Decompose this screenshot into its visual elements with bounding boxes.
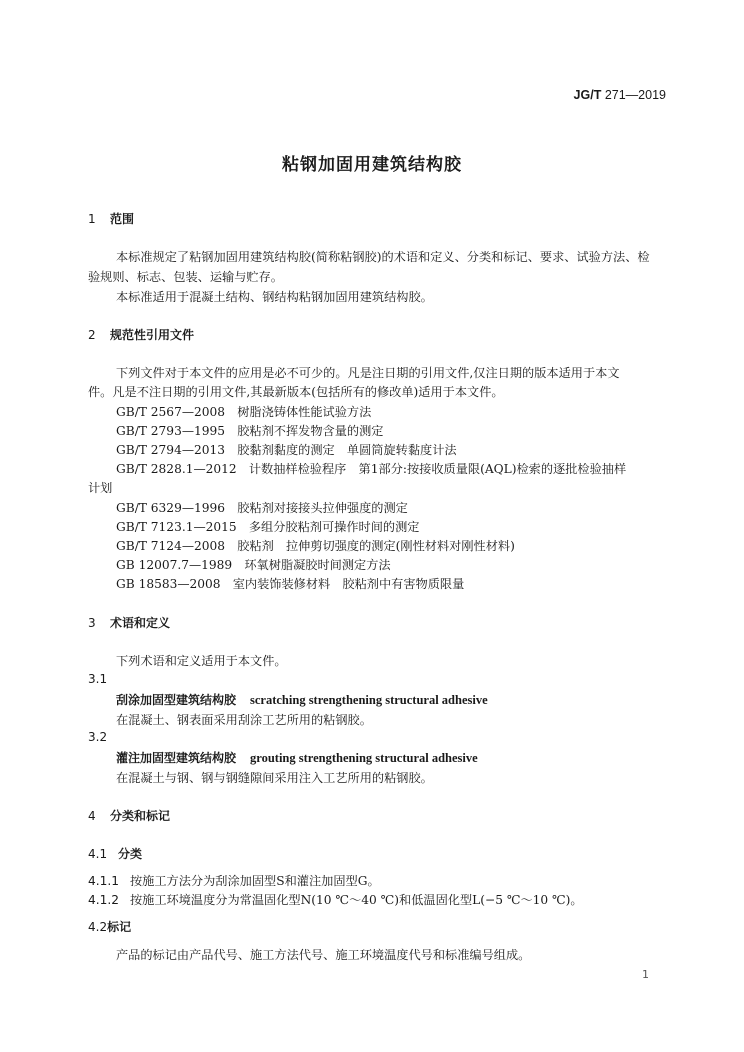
- reference-item: GB/T 2794—2013 胶黏剂黏度的测定 单圆筒旋转黏度计法: [116, 443, 457, 457]
- reference-item: GB 12007.7—1989 环氧树脂凝胶时间测定方法: [116, 558, 391, 572]
- section-3-title: 术语和定义: [110, 616, 171, 630]
- section-4-heading: [88, 807, 170, 824]
- subsection-4-2-number: 4.2: [88, 920, 108, 934]
- sec1-paragraph-1-line-2: 验规则、标志、包装、运输与贮存。: [88, 270, 283, 284]
- subsection-4-1-title: 分类: [118, 847, 143, 861]
- term-heading: [116, 691, 488, 708]
- standard-code-number: 271—2019: [604, 88, 666, 102]
- clause-4-1-1-number: 4.1.1: [88, 874, 120, 888]
- sec3-intro: 下列术语和定义适用于本文件。: [116, 654, 287, 668]
- term-number: 3.2: [88, 730, 108, 744]
- sec1-paragraph-2: 本标准适用于混凝土结构、钢结构粘钢加固用建筑结构胶。: [116, 290, 433, 304]
- section-1-number: 1: [88, 212, 96, 226]
- sec1-paragraph-1-line-1: 本标准规定了粘钢加固用建筑结构胶(简称粘钢胶)的术语和定义、分类和标记、要求、试验方法、检: [116, 250, 650, 264]
- page-number: 1: [642, 968, 649, 981]
- reference-item: GB 18583—2008 室内装饰装修材料 胶粘剂中有害物质限量: [116, 577, 465, 591]
- subsection-4-2-heading: [88, 918, 131, 935]
- reference-item: GB/T 2828.1—2012 计数抽样检验程序 第1部分:按接收质量限(AQL)检索的逐批检验抽样: [116, 462, 627, 476]
- standard-code-prefix: JG/T: [573, 88, 602, 102]
- subsection-4-2-title: 标记: [107, 920, 132, 934]
- section-1-title: 范围: [110, 212, 135, 226]
- reference-item: GB/T 2793—1995 胶粘剂不挥发物含量的测定: [116, 424, 384, 438]
- section-2-title: 规范性引用文件: [110, 328, 195, 342]
- subsection-4-2-paragraph: 产品的标记由产品代号、施工方法代号、施工环境温度代号和标准编号组成。: [116, 948, 531, 962]
- reference-item: GB/T 2567—2008 树脂浇铸体性能试验方法: [116, 405, 372, 419]
- reference-item: GB/T 7124—2008 胶粘剂 拉伸剪切强度的测定(刚性材料对刚性材料): [116, 539, 515, 553]
- section-4-title: 分类和标记: [110, 809, 171, 823]
- term-english: scratching strengthening structural adhesive: [250, 693, 488, 707]
- clause-4-1-1: [88, 872, 380, 889]
- clause-4-1-2-number: 4.1.2: [88, 893, 120, 907]
- reference-item-continuation: 计划: [88, 481, 113, 495]
- sec2-intro-line-2: 件。凡是不注日期的引用文件,其最新版本(包括所有的修改单)适用于本文件。: [88, 385, 504, 399]
- section-3-heading: [88, 614, 170, 631]
- subsection-4-1-heading: [88, 845, 142, 862]
- section-2-number: 2: [88, 328, 96, 342]
- section-1-heading: [88, 210, 134, 227]
- subsection-4-1-number: 4.1: [88, 847, 108, 861]
- document-title: 粘钢加固用建筑结构胶: [282, 155, 462, 175]
- section-4-number: 4: [88, 809, 96, 823]
- clause-4-1-2-text: 按施工环境温度分为常温固化型N(10 ℃～40 ℃)和低温固化型L(−5 ℃～10 ℃)。: [130, 893, 583, 907]
- sec2-intro-line-1: 下列文件对于本文件的应用是必不可少的。凡是注日期的引用文件,仅注日期的版本适用于本文: [116, 366, 620, 380]
- reference-item: GB/T 6329—1996 胶粘剂对接接头拉伸强度的测定: [116, 501, 408, 515]
- term-heading: [116, 749, 478, 766]
- clause-4-1-1-text: 按施工方法分为刮涂加固型S和灌注加固型G。: [130, 874, 380, 888]
- term-chinese: 灌注加固型建筑结构胶: [116, 751, 237, 765]
- term-number: 3.1: [88, 672, 108, 686]
- standard-code: [574, 88, 666, 102]
- section-3-number: 3: [88, 616, 96, 630]
- term-definition: 在混凝土、钢表面采用刮涂工艺所用的粘钢胶。: [116, 713, 372, 727]
- term-english: grouting strengthening structural adhesive: [250, 751, 478, 765]
- section-2-heading: [88, 326, 194, 343]
- term-definition: 在混凝土与钢、钢与钢缝隙间采用注入工艺所用的粘钢胶。: [116, 771, 433, 785]
- reference-item: GB/T 7123.1—2015 多组分胶粘剂可操作时间的测定: [116, 520, 420, 534]
- clause-4-1-2: [88, 891, 583, 908]
- term-chinese: 刮涂加固型建筑结构胶: [116, 693, 237, 707]
